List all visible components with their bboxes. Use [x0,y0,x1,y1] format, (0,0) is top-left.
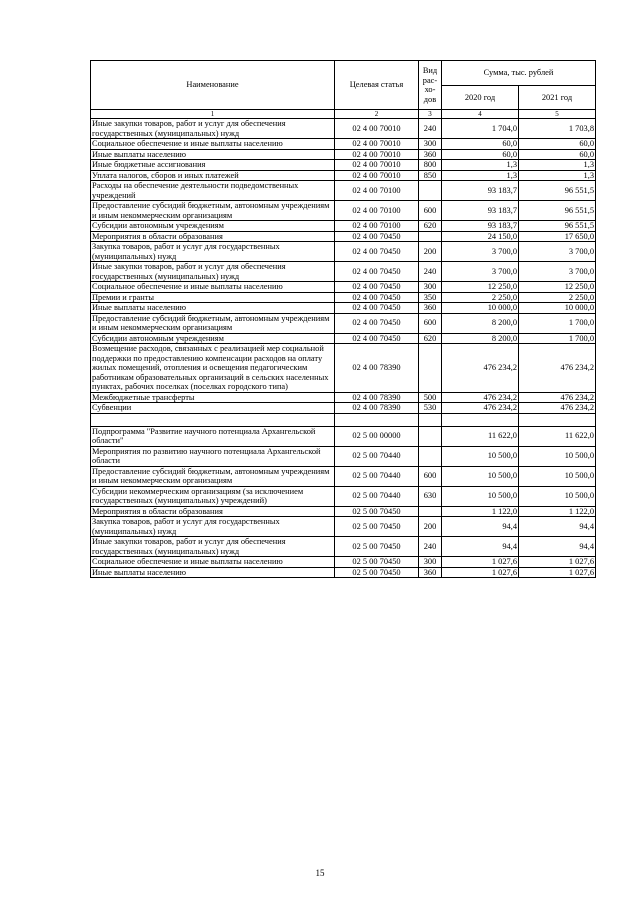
row-value-2021: 12 250,0 [519,282,596,293]
table-row [91,160,596,171]
row-value-2021: 476 234,2 [519,403,596,414]
table-row [91,506,596,517]
row-expense-type: 300 [419,557,442,568]
row-name: Иные закупки товаров, работ и услуг для обеспечения государственных (муниципальных) нужд [91,537,335,557]
row-value-2020: 3 700,0 [442,242,519,262]
row-name: Закупка товаров, работ и услуг для государственных (муниципальных) нужд [91,242,335,262]
table-row [91,149,596,160]
row-name: Подпрограмма "Развитие научного потенциала Архангельской области" [91,426,335,446]
row-name: Предоставление субсидий бюджетным, автономным учреждениям и иным некоммерческим организациям [91,313,335,333]
row-value-2020: 2 250,0 [442,292,519,303]
row-value-2021: 3 700,0 [519,242,596,262]
header-year-2021: 2021 год [519,85,596,110]
table-row [91,119,596,139]
row-name: Предоставление субсидий бюджетным, автономным учреждениям и иным некоммерческим организациям [91,201,335,221]
empty-cell [519,413,596,426]
row-value-2021: 1 700,0 [519,333,596,344]
table-row [91,466,596,486]
row-value-2021: 60,0 [519,139,596,150]
row-expense-type: 630 [419,486,442,506]
table-row [91,292,596,303]
row-value-2021: 60,0 [519,149,596,160]
row-expense-type: 850 [419,170,442,181]
row-target-code: 02 4 00 78390 [335,403,419,414]
row-expense-type: 500 [419,392,442,403]
table-row [91,392,596,403]
row-target-code: 02 5 00 70450 [335,506,419,517]
row-target-code: 02 5 00 70440 [335,466,419,486]
row-expense-type: 600 [419,201,442,221]
table-row [91,242,596,262]
row-expense-type: 240 [419,537,442,557]
empty-cell [91,413,335,426]
row-name: Мероприятия по развитию научного потенциала Архангельской области [91,446,335,466]
header-target: Целевая статья [335,61,419,110]
row-target-code: 02 5 00 70450 [335,517,419,537]
row-value-2021: 1 703,8 [519,119,596,139]
row-name: Социальное обеспечение и иные выплаты населению [91,282,335,293]
row-target-code: 02 5 00 00000 [335,426,419,446]
row-target-code: 02 4 00 78390 [335,392,419,403]
table-row [91,262,596,282]
row-expense-type [419,344,442,393]
row-expense-type: 620 [419,221,442,232]
row-value-2021: 1 027,6 [519,557,596,568]
row-expense-type [419,506,442,517]
row-name: Предоставление субсидий бюджетным, автономным учреждениям и иным некоммерческим организациям [91,466,335,486]
header-type: Вид рас-хо-дов [419,61,442,110]
row-expense-type [419,181,442,201]
row-target-code: 02 4 00 70010 [335,160,419,171]
row-name: Субсидии автономным учреждениям [91,333,335,344]
row-expense-type: 300 [419,282,442,293]
row-target-code: 02 4 00 70100 [335,201,419,221]
row-value-2020: 8 200,0 [442,333,519,344]
row-target-code: 02 5 00 70440 [335,486,419,506]
row-expense-type: 300 [419,139,442,150]
row-name: Субсидии некоммерческим организациям (за исключением государственных (муниципальных) учреждений) [91,486,335,506]
row-value-2020: 476 234,2 [442,403,519,414]
row-expense-type [419,426,442,446]
row-name: Социальное обеспечение и иные выплаты населению [91,557,335,568]
row-value-2020: 476 234,2 [442,344,519,393]
column-number: 1 [91,110,335,119]
row-name: Иные выплаты населению [91,303,335,314]
row-value-2020: 1,3 [442,170,519,181]
row-value-2020: 1 027,6 [442,567,519,578]
row-target-code: 02 4 00 70450 [335,231,419,242]
row-expense-type: 360 [419,303,442,314]
page-number: 15 [315,868,325,878]
row-value-2021: 3 700,0 [519,262,596,282]
row-value-2020: 8 200,0 [442,313,519,333]
header-year-2020: 2020 год [442,85,519,110]
row-value-2021: 96 551,5 [519,201,596,221]
header-sum: Сумма, тыс. рублей [442,61,596,86]
row-target-code: 02 4 00 70450 [335,282,419,293]
table-row [91,170,596,181]
column-number: 2 [335,110,419,119]
row-value-2020: 1 027,6 [442,557,519,568]
row-value-2020: 24 150,0 [442,231,519,242]
row-value-2020: 12 250,0 [442,282,519,293]
row-name: Иные закупки товаров, работ и услуг для обеспечения государственных (муниципальных) нужд [91,119,335,139]
row-value-2020: 94,4 [442,517,519,537]
row-name: Мероприятия в области образования [91,506,335,517]
row-value-2021: 10 500,0 [519,466,596,486]
row-name: Иные выплаты населению [91,149,335,160]
row-target-code: 02 4 00 70450 [335,333,419,344]
table-row [91,221,596,232]
column-number: 5 [519,110,596,119]
row-target-code: 02 4 00 70100 [335,221,419,232]
row-target-code: 02 4 00 70450 [335,303,419,314]
row-value-2020: 93 183,7 [442,181,519,201]
row-value-2021: 94,4 [519,517,596,537]
row-value-2021: 476 234,2 [519,344,596,393]
table-row [91,333,596,344]
row-value-2020: 1 122,0 [442,506,519,517]
row-expense-type: 350 [419,292,442,303]
row-name: Премии и гранты [91,292,335,303]
row-value-2021: 94,4 [519,537,596,557]
row-value-2020: 1,3 [442,160,519,171]
row-target-code: 02 4 00 70450 [335,292,419,303]
row-target-code: 02 5 00 70450 [335,557,419,568]
row-expense-type: 600 [419,466,442,486]
row-target-code: 02 5 00 70450 [335,537,419,557]
row-expense-type: 240 [419,119,442,139]
row-value-2021: 1,3 [519,160,596,171]
row-expense-type: 800 [419,160,442,171]
row-name: Субвенции [91,403,335,414]
table-row [91,537,596,557]
row-expense-type: 360 [419,567,442,578]
row-target-code: 02 4 00 70450 [335,313,419,333]
row-target-code: 02 4 00 70010 [335,139,419,150]
row-value-2021: 1 700,0 [519,313,596,333]
row-name: Возмещение расходов, связанных с реализацией мер социальной поддержки по предоставлению компенсации расходов на оплату жилых помещений, отопления и освещения педагогическим работникам образовательных организаций в сельских населенных пунктах, рабочих поселках (поселках городского типа) [91,344,335,393]
row-value-2021: 10 500,0 [519,486,596,506]
row-value-2020: 10 500,0 [442,446,519,466]
row-target-code: 02 4 00 70010 [335,119,419,139]
row-expense-type: 600 [419,313,442,333]
row-expense-type: 240 [419,262,442,282]
row-value-2021: 96 551,5 [519,181,596,201]
row-target-code: 02 4 00 70010 [335,149,419,160]
table-row [91,403,596,414]
row-value-2020: 1 704,0 [442,119,519,139]
table-row [91,486,596,506]
table-row [91,303,596,314]
table-row [91,517,596,537]
table-row [91,446,596,466]
row-name: Расходы на обеспечение деятельности подведомственных учреждений [91,181,335,201]
row-name: Уплата налогов, сборов и иных платежей [91,170,335,181]
row-value-2020: 93 183,7 [442,201,519,221]
row-value-2021: 11 622,0 [519,426,596,446]
table-row [91,139,596,150]
table-row [91,313,596,333]
row-target-code: 02 4 00 70100 [335,181,419,201]
row-target-code: 02 4 00 70010 [335,170,419,181]
row-value-2020: 60,0 [442,149,519,160]
row-value-2020: 60,0 [442,139,519,150]
table-body [91,119,596,578]
row-value-2021: 1,3 [519,170,596,181]
row-value-2020: 93 183,7 [442,221,519,232]
column-number-row [91,110,596,119]
row-expense-type: 200 [419,517,442,537]
empty-cell [335,413,419,426]
row-target-code: 02 4 00 70450 [335,242,419,262]
row-target-code: 02 4 00 70450 [335,262,419,282]
row-value-2021: 10 000,0 [519,303,596,314]
row-expense-type [419,446,442,466]
row-value-2020: 10 500,0 [442,486,519,506]
table-row [91,426,596,446]
row-target-code: 02 5 00 70450 [335,567,419,578]
table-row [91,231,596,242]
row-name: Социальное обеспечение и иные выплаты населению [91,139,335,150]
table-row [91,557,596,568]
column-number: 3 [419,110,442,119]
table-row [91,567,596,578]
row-value-2021: 2 250,0 [519,292,596,303]
row-value-2021: 17 650,0 [519,231,596,242]
row-name: Иные закупки товаров, работ и услуг для обеспечения государственных (муниципальных) нужд [91,262,335,282]
row-value-2021: 476 234,2 [519,392,596,403]
row-name: Межбюджетные трансферты [91,392,335,403]
table-row [91,181,596,201]
row-value-2020: 11 622,0 [442,426,519,446]
row-value-2020: 3 700,0 [442,262,519,282]
row-value-2021: 1 027,6 [519,567,596,578]
row-value-2020: 10 500,0 [442,466,519,486]
row-expense-type: 200 [419,242,442,262]
row-value-2021: 10 500,0 [519,446,596,466]
row-expense-type [419,231,442,242]
table-row [91,344,596,393]
header-name: Наименование [91,61,335,110]
row-expense-type: 530 [419,403,442,414]
row-target-code: 02 4 00 78390 [335,344,419,393]
row-name: Субсидии автономным учреждениям [91,221,335,232]
table-row [91,282,596,293]
budget-table [90,60,596,578]
table-row [91,201,596,221]
row-value-2020: 476 234,2 [442,392,519,403]
row-expense-type: 620 [419,333,442,344]
row-name: Иные выплаты населению [91,567,335,578]
row-value-2020: 10 000,0 [442,303,519,314]
empty-cell [419,413,442,426]
row-name: Иные бюджетные ассигнования [91,160,335,171]
row-name: Закупка товаров, работ и услуг для государственных (муниципальных) нужд [91,517,335,537]
row-value-2020: 94,4 [442,537,519,557]
row-expense-type: 360 [419,149,442,160]
row-target-code: 02 5 00 70440 [335,446,419,466]
row-name: Мероприятия в области образования [91,231,335,242]
column-number: 4 [442,110,519,119]
empty-cell [442,413,519,426]
row-value-2021: 96 551,5 [519,221,596,232]
spacer-row [91,413,596,426]
row-value-2021: 1 122,0 [519,506,596,517]
